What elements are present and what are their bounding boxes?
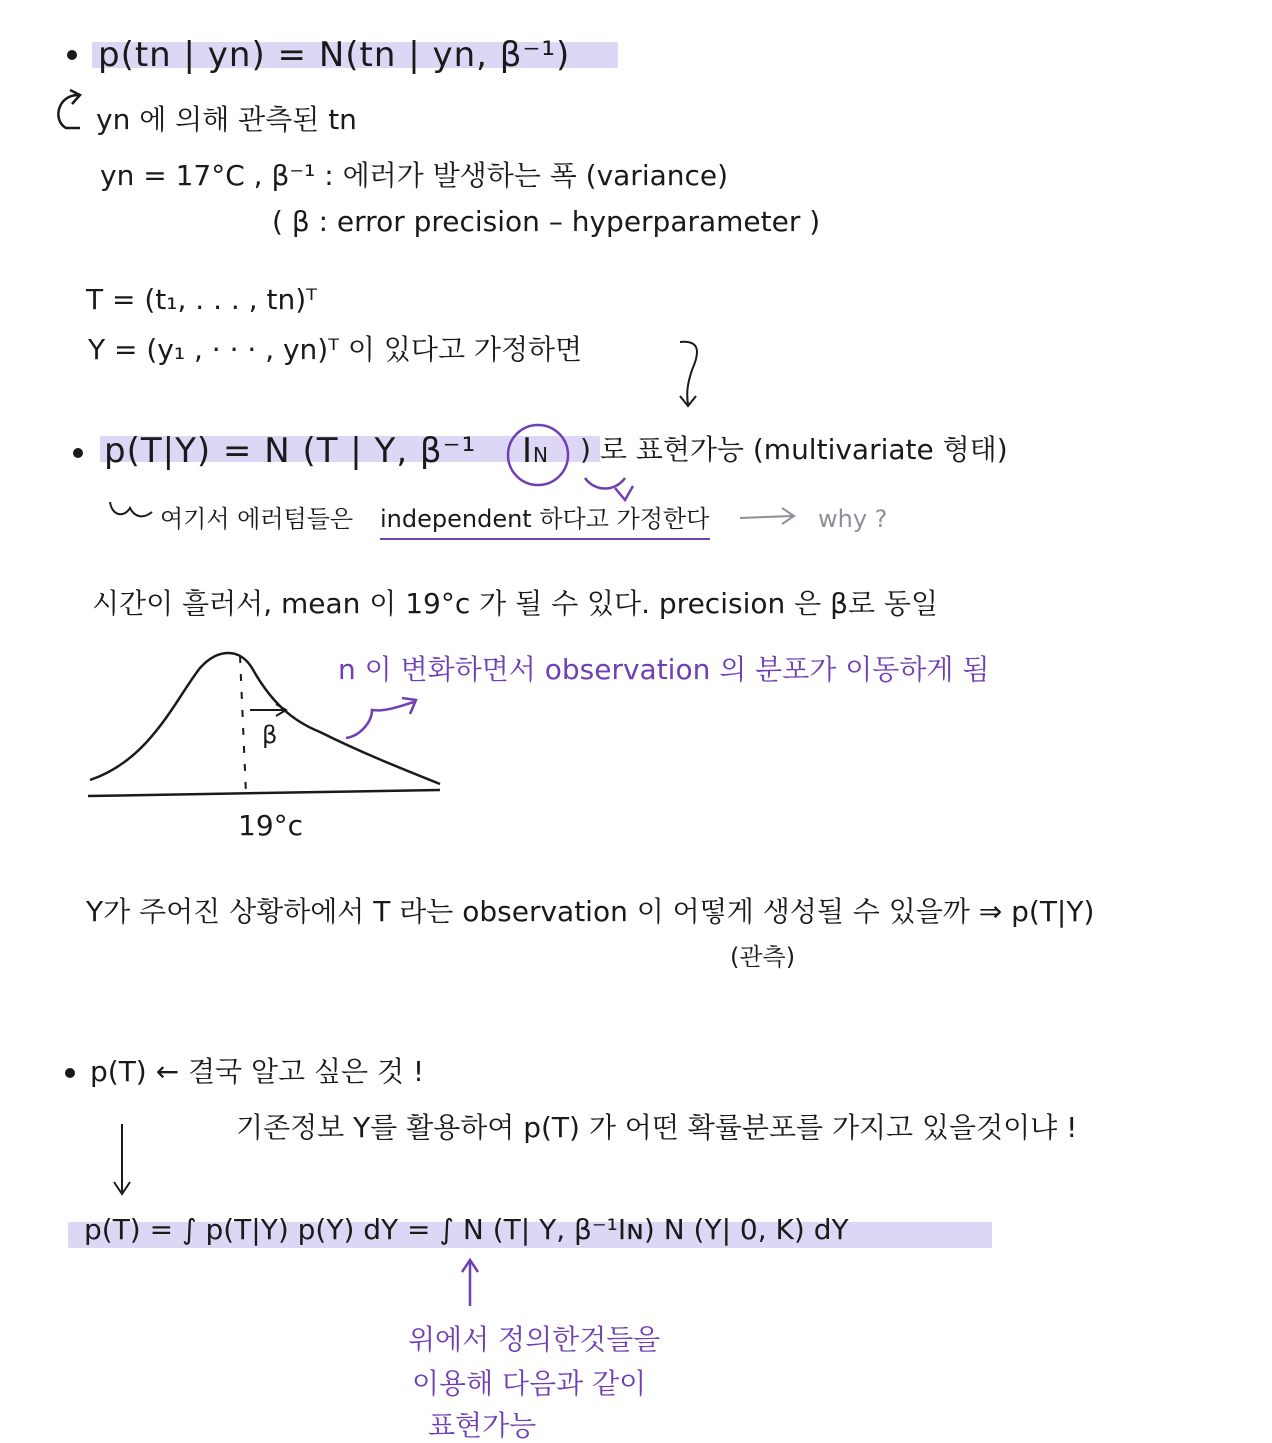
marginal-integral: p(T) = ∫ p(T|Y) p(Y) dY = ∫ N (T| Y, β⁻¹Iɴ) N (Y| 0, K) dY [84, 1213, 849, 1246]
bullet-dot [73, 448, 83, 458]
independent-note-prefix: 여기서 에러텀들은 [160, 505, 354, 533]
why-note: why ? [818, 505, 888, 533]
multivariate-eq-right: ) 로 표현가능 (multivariate 형태) [580, 433, 1008, 466]
pt-goal: p(T) ← 결국 알고 싶은 것 ! [90, 1055, 425, 1088]
footnote-line-3: 표현가능 [428, 1409, 537, 1442]
pt-explanation: 기존정보 Y를 활용하여 p(T) 가 어떤 확률분포를 가지고 있을것이냐 ! [236, 1111, 1078, 1144]
independent-underline [380, 538, 710, 540]
observed-by-note: yn 에 의해 관측된 tn [96, 103, 357, 136]
footnote-line-2: 이용해 다음과 같이 [412, 1367, 647, 1400]
t-vector: T = (t₁, . . . , tn)ᵀ [86, 283, 317, 316]
identity-subscript: N [533, 443, 549, 467]
multivariate-eq-left: p(T|Y) = N (T | Y, β⁻¹ [104, 431, 477, 471]
mean-axis-label: 19°c [238, 809, 304, 842]
beta-label: β [262, 721, 278, 749]
observed-note: (관측) [730, 943, 796, 971]
mean-shift-note: 시간이 흘러서, mean 이 19°c 가 될 수 있다. precision 은 β로 동일 [92, 587, 938, 620]
likelihood-equation: p(tn | yn) = N(tn | yn, β⁻¹) [98, 35, 571, 75]
identity-letter: I [522, 431, 534, 471]
distribution-shift-note: n 이 변화하면서 observation 의 분포가 이동하게 됨 [338, 653, 990, 686]
beta-precision-note: ( β : error precision – hyperparameter ) [272, 205, 821, 238]
generation-question: Y가 주어진 상황하에서 T 라는 observation 이 어떻게 생성될 수 있을까 ⇒ p(T|Y) [86, 895, 1095, 928]
y-vector: Y = (y₁ , · · · , yn)ᵀ 이 있다고 가정하면 [88, 333, 583, 366]
example-note: yn = 17°C , β⁻¹ : 에러가 발생하는 폭 (variance) [100, 159, 729, 192]
footnote-line-1: 위에서 정의한것들을 [408, 1323, 661, 1356]
independent-note-underlined: independent 하다고 가정한다 [380, 505, 710, 533]
circled-identity [522, 432, 549, 471]
